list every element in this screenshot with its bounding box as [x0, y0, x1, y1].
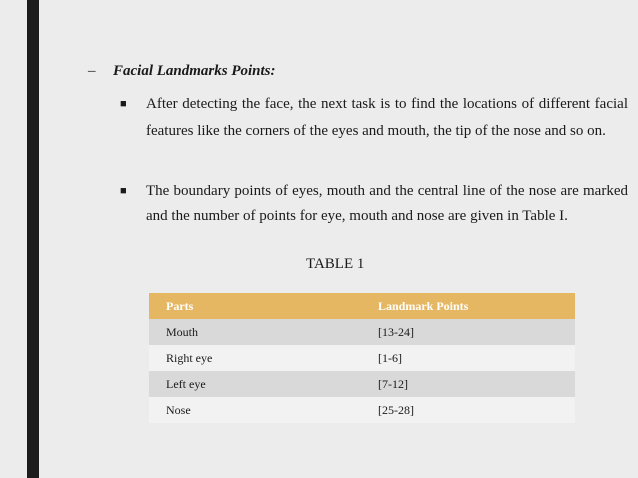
- section-heading: [88, 61, 276, 81]
- table-row: [149, 397, 575, 423]
- cell-part: Left eye: [149, 371, 378, 397]
- cell-part: Mouth: [149, 319, 378, 345]
- bullet-item: [120, 91, 628, 145]
- table-row: [149, 371, 575, 397]
- left-accent-bar: [27, 0, 39, 478]
- table-caption: TABLE 1: [306, 256, 365, 272]
- square-bullet-icon: ■: [120, 185, 127, 197]
- square-bullet-icon: ■: [120, 98, 127, 110]
- cell-points: [25-28]: [378, 397, 575, 423]
- table-header-row: [149, 293, 575, 319]
- cell-points: [7-12]: [378, 371, 575, 397]
- bullet-item: [120, 179, 628, 229]
- header-landmark-points: Landmark Points: [378, 293, 575, 319]
- heading-dash: –: [88, 63, 96, 79]
- cell-points: [1-6]: [378, 345, 575, 371]
- cell-points: [13-24]: [378, 319, 575, 345]
- heading-title: Facial Landmarks Points:: [113, 63, 276, 79]
- bullet-text: The boundary points of eyes, mouth and the central line of the nose are marked and the number of points for eye, mouth and nose are given in Table I.: [146, 183, 628, 224]
- table-row: [149, 319, 575, 345]
- header-parts: Parts: [149, 293, 378, 319]
- bullet-text: After detecting the face, the next task is to find the locations of different facial features like the corners of the eyes and mouth, the tip of the nose and so on.: [146, 96, 628, 139]
- cell-part: Nose: [149, 397, 378, 423]
- landmarks-table: [149, 293, 575, 423]
- table-row: [149, 345, 575, 371]
- cell-part: Right eye: [149, 345, 378, 371]
